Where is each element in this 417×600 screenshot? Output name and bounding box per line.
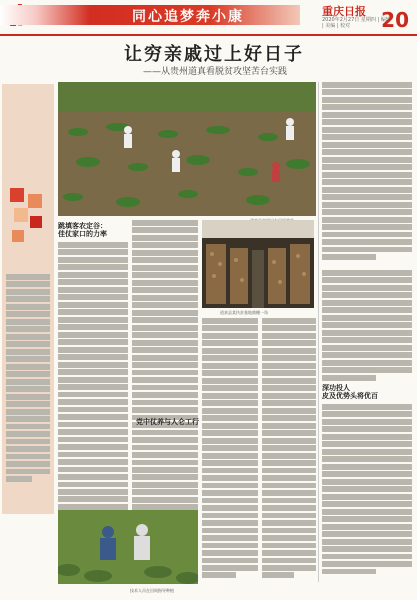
text-column-3 (202, 318, 258, 582)
section-heading-2: 党中仗养与人仑工行 (136, 418, 199, 426)
section-heading-3: 深功投人 皮及优势头将优百 (322, 384, 378, 400)
greenhouse-photo (202, 220, 314, 308)
date-line: 2020年2月27日 星期四 | 编辑 | 美编 | 校对 (322, 17, 391, 29)
right-column-text-top (322, 82, 412, 267)
farmers-in-field-image (58, 82, 316, 216)
article-headline: 让穷亲戚过上好日子 (124, 44, 304, 65)
technician-photo-caption: 技术人员在田间指导种植 (130, 588, 174, 593)
page-number: 20 (381, 8, 409, 32)
section-title: 同心追梦奔小康 (132, 9, 244, 25)
column-divider (318, 82, 319, 582)
left-sidebar-column (2, 84, 54, 514)
masthead (0, 0, 417, 36)
text-column-2 (132, 220, 198, 532)
technician-photo (58, 510, 198, 584)
technicians-in-field-image (58, 510, 198, 584)
sidebar-text (6, 274, 50, 504)
right-column-text-bottom (322, 404, 412, 580)
text-column-4 (262, 318, 316, 582)
section-heading-1: 跳填客农定谷： 佳仗家口的力率 (58, 222, 107, 238)
newspaper-name: 重庆日报 (322, 5, 366, 18)
text-column-1 (58, 242, 128, 532)
article-subheadline: ——从贵州道真看脱贫攻坚苦台实践 (142, 67, 287, 77)
greenhouse-photo-caption: 道真县某扶贫基地菌棚一角 (220, 310, 268, 315)
right-column-text-mid (322, 270, 412, 382)
mushroom-greenhouse-image (202, 220, 314, 308)
decorative-pattern-icon (6, 184, 50, 254)
field-photo (58, 82, 316, 216)
